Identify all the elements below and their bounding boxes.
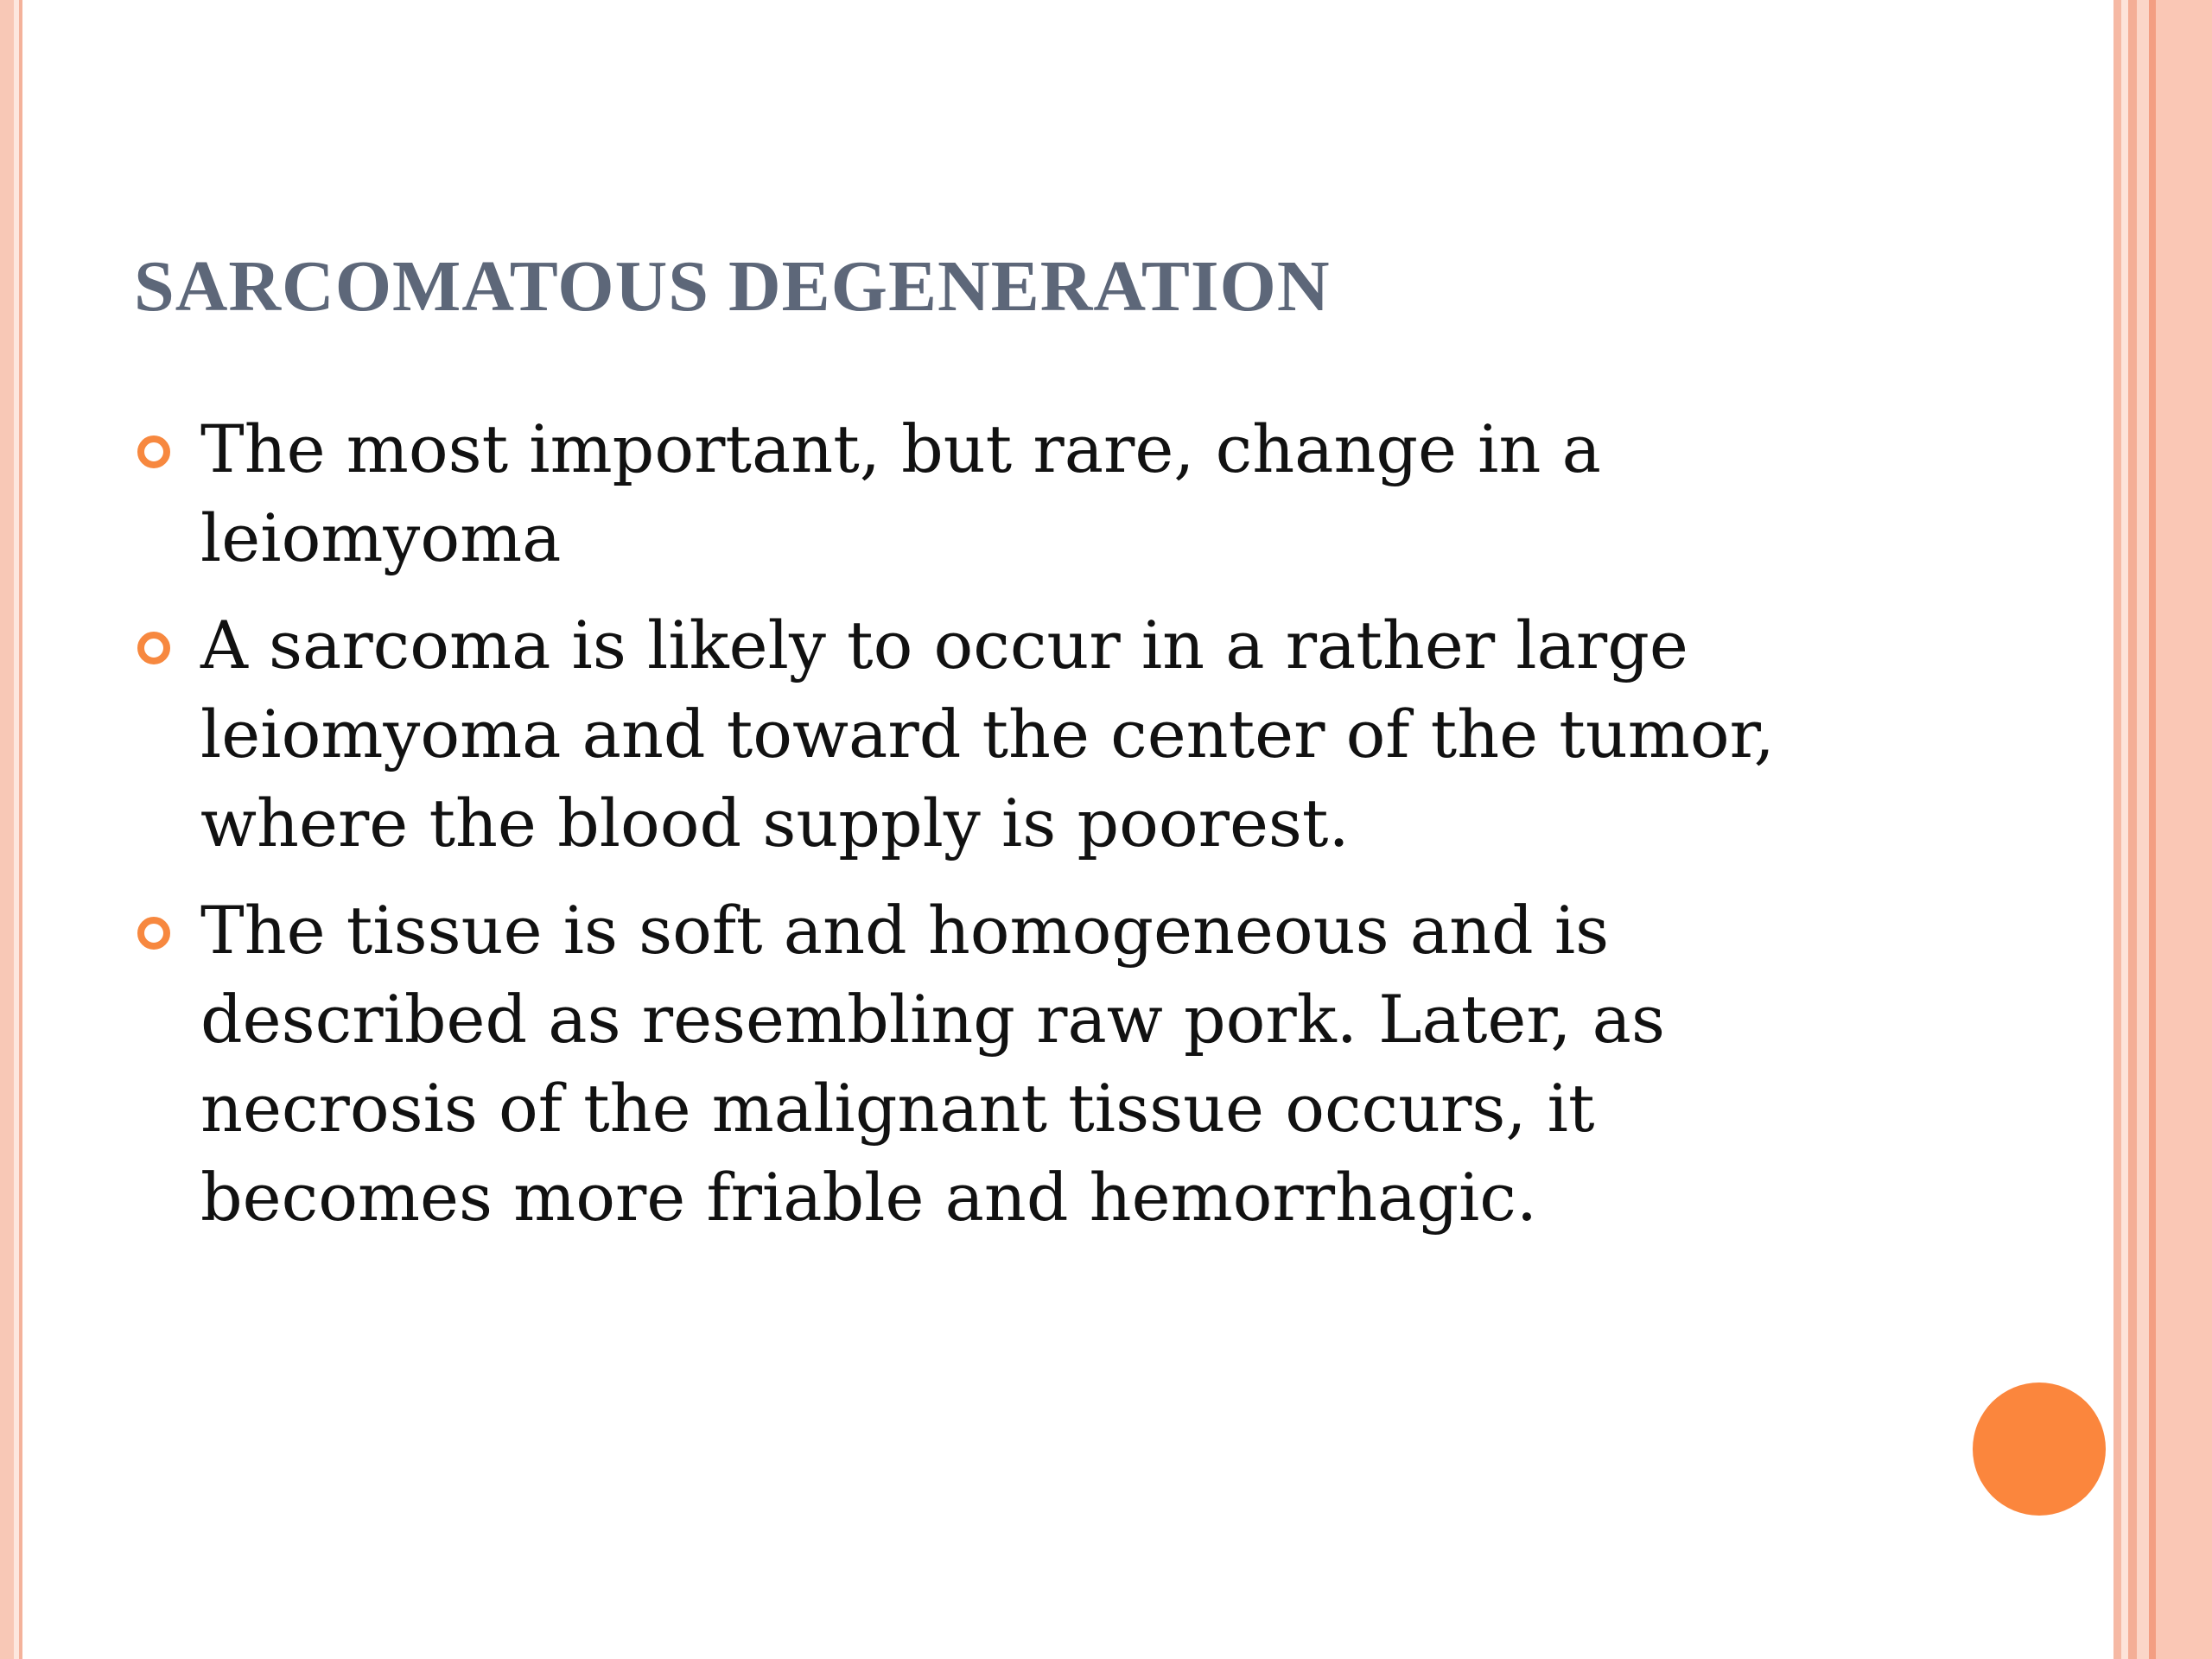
bullet-item xyxy=(134,601,1862,868)
left-border-stripe xyxy=(0,0,14,1659)
bullet-circle-icon xyxy=(137,917,170,950)
bullet-list xyxy=(134,404,1862,1260)
decorative-circle-icon xyxy=(1973,1382,2106,1516)
right-border-stripe xyxy=(2121,0,2128,1659)
bullet-item xyxy=(134,404,1862,582)
bullet-circle-icon xyxy=(137,435,170,468)
right-border-stripe xyxy=(2149,0,2156,1659)
right-border-stripe xyxy=(2137,0,2149,1659)
bullet-circle-icon xyxy=(137,632,170,664)
bullet-item xyxy=(134,886,1862,1242)
left-border-stripe xyxy=(19,0,22,1659)
bullet-text: A sarcoma is likely to occur in a rather large leiomyoma and toward the center of the tumor, where the blood supply is poorest. xyxy=(200,607,1775,861)
right-border-stripe xyxy=(2113,0,2121,1659)
bullet-text: The most important, but rare, change in a leiomyoma xyxy=(200,410,1601,576)
right-border-stripe xyxy=(2128,0,2137,1659)
slide-title: SARCOMATOUS DEGENERATION xyxy=(134,246,1331,327)
right-border-stripe xyxy=(2156,0,2212,1659)
bullet-text: The tissue is soft and homogeneous and is described as resembling raw pork. Later, as necrosis of the malignant tissue occurs, it becomes more friable and hemorrhagic. xyxy=(200,892,1665,1236)
